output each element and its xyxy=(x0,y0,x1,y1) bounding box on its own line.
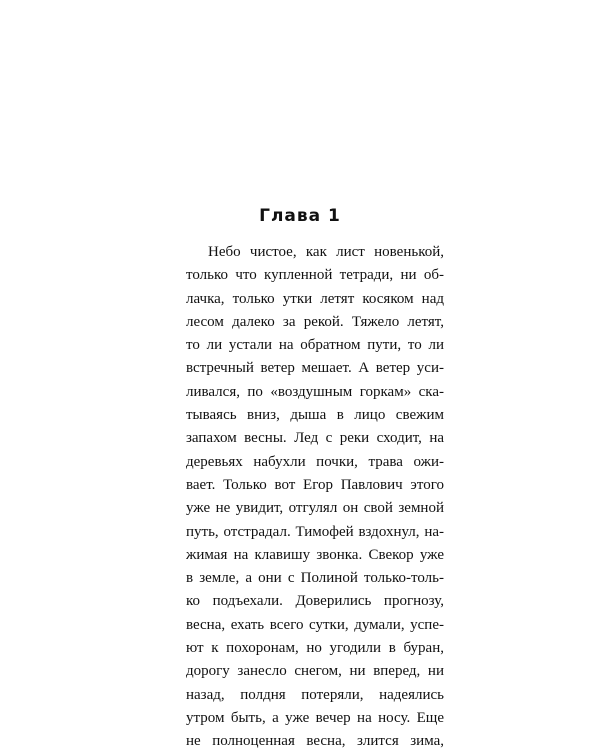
text-line: ют к похоронам, но угодили в буран, xyxy=(186,640,444,657)
text-line: назад, полдня потеряли, надеялись xyxy=(186,686,444,703)
text-line: лачка, только утки летят косяком над xyxy=(186,290,444,307)
text-line: уже не увидит, отгулял он свой земной xyxy=(186,500,444,517)
text-line: весна, ехать всего сутки, думали, успе- xyxy=(186,616,444,633)
text-line: путь, отстрадал. Тимофей вздохнул, на- xyxy=(186,523,444,540)
chapter-title: Глава 1 xyxy=(259,206,341,226)
text-line: лесом далеко за рекой. Тяжело летят, xyxy=(186,313,444,330)
text-line: встречный ветер мешает. А ветер уси- xyxy=(186,360,444,377)
text-line: Небо чистое, как лист новенькой, xyxy=(208,244,444,260)
text-line: то ли устали на обратном пути, то ли xyxy=(186,337,444,354)
text-line: жимая на клавишу звонка. Свекор уже xyxy=(186,546,444,563)
text-line: ливался, по «воздушным горкам» ска- xyxy=(186,383,444,400)
text-line: деревьях набухли почки, трава ожи- xyxy=(186,453,444,470)
text-line: вает. Только вот Егор Павлович этого xyxy=(186,476,444,493)
text-line: в земле, а они с Полиной только-толь- xyxy=(186,570,444,587)
chapter-text xyxy=(186,241,444,754)
text-line: ко подъехали. Доверились прогнозу, xyxy=(186,593,444,610)
text-line: только что купленной тетради, ни об- xyxy=(186,267,444,284)
text-line: тываясь вниз, дыша в лицо свежим xyxy=(186,407,444,424)
text-line: утром быть, а уже вечер на носу. Еще xyxy=(186,709,444,726)
text-line: запахом весны. Лед с реки сходит, на xyxy=(186,430,444,447)
text-line: дорогу занесло снегом, ни вперед, ни xyxy=(186,663,444,680)
text-line: не полноценная весна, злится зима, xyxy=(186,733,444,750)
